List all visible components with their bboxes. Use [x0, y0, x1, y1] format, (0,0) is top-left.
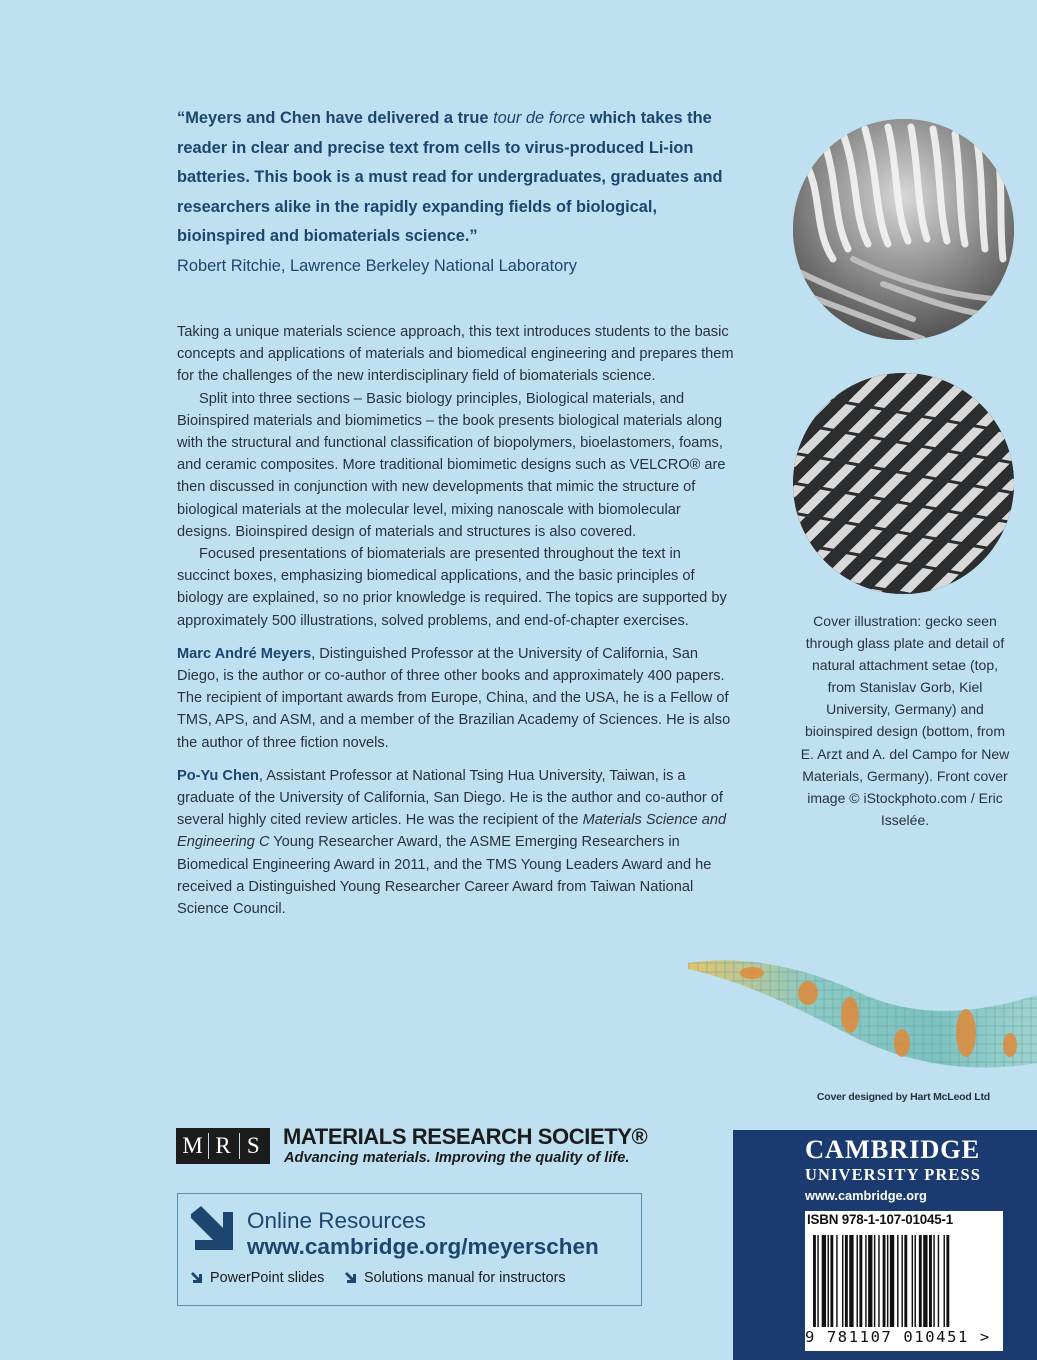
- barcode-bar: [923, 1235, 927, 1327]
- gecko-tail-image: [680, 945, 1037, 1080]
- barcode-bar: [919, 1235, 922, 1327]
- barcode-bar: [836, 1235, 837, 1327]
- online-resources-title: Online Resources: [247, 1208, 426, 1233]
- arrow-down-right-icon: [187, 1206, 235, 1256]
- mrs-letter-s: S: [239, 1133, 267, 1159]
- barcode-bar: [946, 1235, 949, 1327]
- barcode-bar: [842, 1235, 843, 1327]
- barcode-bar: [944, 1235, 945, 1327]
- barcode-bar: [868, 1235, 872, 1327]
- publisher-press: UNIVERSITY PRESS: [805, 1165, 982, 1184]
- barcode-image: [811, 1235, 997, 1327]
- quote-attribution: Robert Ritchie, Lawrence Berkeley National Laboratory: [177, 256, 577, 275]
- barcode-bar: [878, 1235, 879, 1327]
- bioinspired-pillars-image: [793, 373, 1014, 594]
- cover-illustration-caption: Cover illustration: gecko seen through glass plate and detail of natural attachment setae (top, from Stanislav Gorb, Kiel University, Germany) and bioinspired design (bottom, from E. Arzt and A. del Campo for New Materials, Germany). Front cover image © iStockphoto.com / Eric Isselée.: [800, 613, 1010, 828]
- publisher-name: CAMBRIDGE: [805, 1134, 981, 1164]
- barcode-bar: [915, 1235, 916, 1327]
- mrs-name: MATERIALS RESEARCH SOCIETY®: [283, 1124, 648, 1149]
- barcode-bar: [912, 1235, 913, 1327]
- author-bio-chen: Po-Yu Chen, Assistant Professor at National Tsing Hua University, Taiwan, is a graduate of the University of California, San Diego. He is the author and co-author of several highly cited review articles. He was the recipient of the Materials Science and Engineering C Young Researcher Award, the ASME Emerging Researchers in Biomedical Engineering Award in 2011, and the TMS Young Leaders Award and he received a Distinguished Young Researcher Career Award from Taiwan National Science Council.: [177, 767, 727, 918]
- barcode-bar: [828, 1235, 829, 1327]
- barcode-bar: [938, 1235, 939, 1327]
- isbn-label: ISBN 978-1-107-01045-1: [807, 1212, 953, 1227]
- mrs-letter-r: R: [208, 1133, 236, 1159]
- book-description: [177, 321, 737, 920]
- barcode-bar: [883, 1235, 886, 1327]
- barcode-bar: [904, 1235, 907, 1327]
- online-resources-url[interactable]: www.cambridge.org/meyerschen: [247, 1234, 599, 1259]
- solutions-manual-item: Solutions manual for instructors: [344, 1270, 566, 1286]
- barcode-bar: [929, 1235, 932, 1327]
- barcode-bar: [822, 1235, 826, 1327]
- barcode-digits: 9 781107 010451 >: [805, 1328, 991, 1346]
- mrs-logo: [176, 1128, 270, 1164]
- quote-text: “Meyers and Chen have delivered a true tour de force which takes the reader in clear and precise text from cells to virus-produced Li-ion batteries. This book is a must read for undergraduates, graduates and researchers alike in the rapidly expanding fields of biological, bioinspired and biomaterials science.”: [177, 109, 723, 246]
- online-resources-box: [177, 1193, 642, 1306]
- isbn-barcode-box: [805, 1211, 1003, 1351]
- barcode-bar: [865, 1235, 866, 1327]
- barcode-bar: [933, 1235, 934, 1327]
- barcode-bar: [859, 1235, 862, 1327]
- barcode-bar: [887, 1235, 888, 1327]
- mrs-letter-m: M: [182, 1133, 203, 1158]
- barcode-bar: [890, 1235, 894, 1327]
- cambridge-publisher-block: [733, 1130, 1037, 1360]
- powerpoint-slides-item: PowerPoint slides: [190, 1270, 324, 1286]
- barcode-bar: [901, 1235, 902, 1327]
- barcode-bar: [813, 1235, 816, 1327]
- description-paragraph-3: Focused presentations of biomaterials are presented throughout the text in succinct boxes, emphasizing biomedical applications, and the basic principles of biology are explained, so no prior knowledge is required. The topics are supported by approximately 500 illustrations, solved problems, and end-of-chapter exercises.: [177, 546, 727, 629]
- author-bio-meyers: Marc André Meyers, Distinguished Professor at the University of California, San Diego, is the author or co-author of three other books and approximately 400 papers. The recipient of important awards from Europe, China, and the USA, he is a Fellow of TMS, APS, and ASM, and a member of the Brazilian Academy of Sciences. He is also the author of three fiction novels.: [177, 645, 731, 751]
- barcode-bar: [874, 1235, 875, 1327]
- setae-micrograph-image: [793, 119, 1014, 340]
- barcode-bar: [897, 1235, 898, 1327]
- barcode-bar: [817, 1235, 818, 1327]
- cover-designer-credit: Cover designed by Hart McLeod Ltd: [816, 1091, 990, 1103]
- arrow-down-right-icon: [344, 1271, 358, 1285]
- publisher-url[interactable]: www.cambridge.org: [805, 1188, 927, 1203]
- arrow-down-right-icon: [190, 1271, 204, 1285]
- mrs-tagline: Advancing materials. Improving the quality of life.: [284, 1150, 630, 1166]
- description-paragraph-1: Taking a unique materials science approach, this text introduces students to the basic concepts and applications of materials and biomedical engineering and prepares them for the challenges of the new interdisciplinary field of biomaterials science.: [177, 324, 734, 385]
- review-quote: [177, 104, 737, 281]
- barcode-bar: [845, 1235, 848, 1327]
- barcode-bar: [857, 1235, 858, 1327]
- barcode-bar: [849, 1235, 853, 1327]
- description-paragraph-2: Split into three sections – Basic biology principles, Biological materials, and Bioinspired materials and biomimetics – the book presents biological materials along with the structural and functional classification of biopolymers, bioelastomers, foams, and ceramic composites. More traditional biomimetic designs such as VELCRO® are then discussed in conjunction with new developments that mimic the structure of biological materials at the molecular level, mixing nanoscale with biomolecular designs. Bioinspired design of materials and structures is also covered.: [177, 390, 726, 540]
- barcode-bar: [830, 1235, 833, 1327]
